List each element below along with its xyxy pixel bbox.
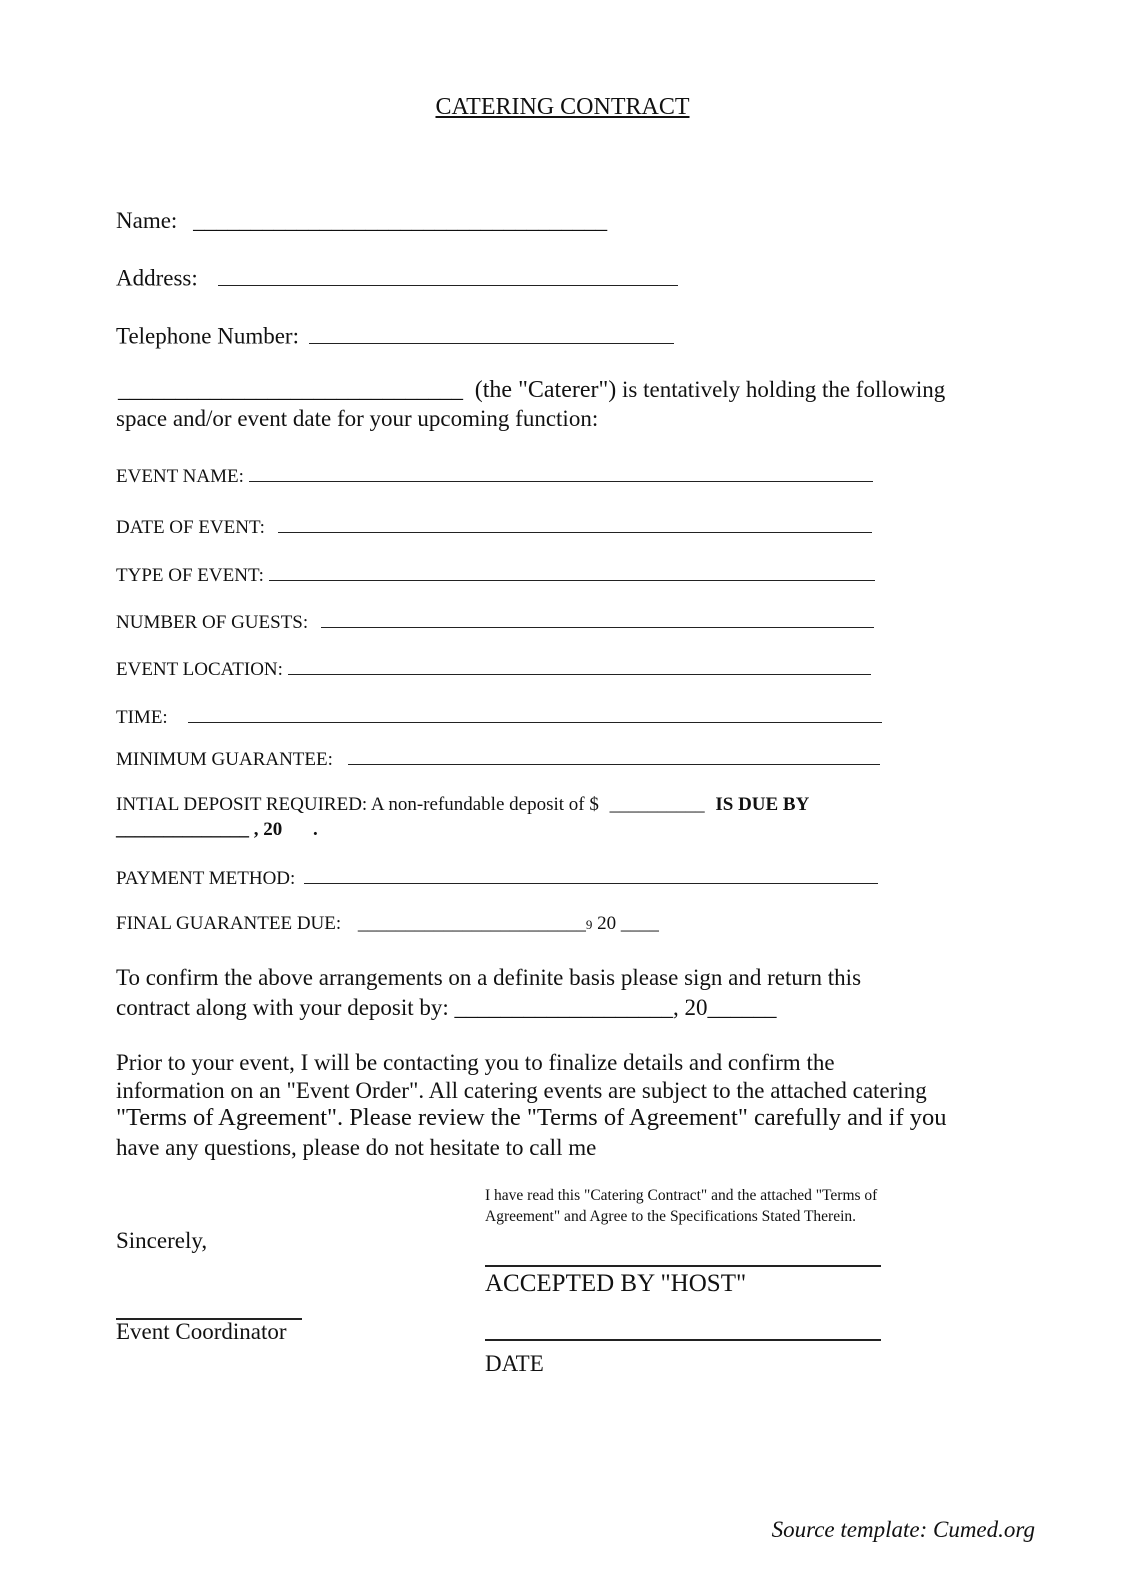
is-due-by-label: IS DUE BY: [715, 794, 810, 815]
number-of-guests-label: NUMBER OF GUESTS:: [116, 612, 309, 634]
number-of-guests-field[interactable]: [321, 610, 874, 628]
intro-line-2: space and/or event date for your upcoming function:: [116, 406, 599, 431]
confirm-line-1: To confirm the above arrangements on a definite basis please sign and return this: [116, 965, 862, 990]
type-of-event-row: [116, 563, 875, 587]
deposit-date-row: [116, 819, 318, 841]
payment-method-label: PAYMENT METHOD:: [116, 868, 296, 890]
type-of-event-label: TYPE OF EVENT:: [116, 565, 264, 587]
date-of-event-label: DATE OF EVENT:: [116, 517, 265, 539]
deposit-period: .: [313, 819, 318, 840]
name-field[interactable]: ____________________________________: [193, 208, 608, 233]
caterer-field[interactable]: ______________________________: [118, 377, 463, 402]
host-date-line[interactable]: [485, 1339, 881, 1341]
address-field[interactable]: [218, 264, 678, 286]
address-row: [116, 264, 678, 292]
time-row: [116, 705, 882, 729]
accepted-by-host-label: ACCEPTED BY "HOST": [485, 1270, 747, 1297]
final-guarantee-row: [116, 913, 659, 935]
confirm-text: contract along with your deposit by:: [116, 995, 449, 1020]
acknowledgement-line-2: Agreement" and Agree to the Specifications Stated Therein.: [485, 1208, 857, 1225]
payment-method-row: [116, 866, 878, 890]
minimum-guarantee-label: MINIMUM GUARANTEE:: [116, 749, 333, 771]
event-name-label: EVENT NAME:: [116, 466, 244, 488]
name-row: [116, 208, 607, 234]
confirm-date-field[interactable]: ___________________: [454, 995, 674, 1020]
telephone-field[interactable]: [309, 322, 674, 344]
confirm-line-2: [116, 995, 777, 1021]
deposit-row: [116, 794, 809, 816]
prior-line-3: "Terms of Agreement". Please review the "Terms of Agreement" carefully and if you: [116, 1104, 947, 1131]
final-guarantee-year: 20: [597, 913, 617, 934]
event-coordinator-label: Event Coordinator: [116, 1319, 287, 1344]
minimum-guarantee-field[interactable]: [348, 747, 880, 765]
address-label: Address:: [116, 265, 198, 291]
telephone-row: [116, 322, 674, 350]
telephone-label: Telephone Number:: [116, 323, 299, 349]
host-signature-line[interactable]: [485, 1265, 881, 1267]
deposit-text: INTIAL DEPOSIT REQUIRED: A non-refundable deposit of $: [116, 794, 599, 815]
time-label: TIME:: [116, 707, 168, 729]
deposit-date-field[interactable]: ______________: [116, 819, 249, 840]
number-of-guests-row: [116, 610, 874, 634]
deposit-amount-field[interactable]: __________: [609, 794, 705, 815]
date-of-event-field[interactable]: [278, 515, 872, 533]
date-label: DATE: [485, 1351, 544, 1376]
caterer-intro-text: is tentatively holding the following: [622, 377, 946, 402]
caterer-line: [118, 377, 945, 404]
event-location-field[interactable]: [288, 657, 871, 675]
name-label: Name:: [116, 208, 178, 233]
deposit-year: , 20: [253, 819, 283, 840]
acknowledgement-line-1: I have read this "Catering Contract" and the attached "Terms of: [485, 1187, 878, 1204]
final-guarantee-year-field[interactable]: ____: [620, 913, 659, 934]
sincerely-text: Sincerely,: [116, 1228, 208, 1253]
final-guarantee-comma: 9: [585, 917, 593, 932]
event-location-label: EVENT LOCATION:: [116, 659, 283, 681]
minimum-guarantee-row: [116, 747, 880, 771]
event-location-row: [116, 657, 871, 681]
source-footer: Source template: Cumed.org: [771, 1517, 1035, 1542]
type-of-event-field[interactable]: [269, 563, 875, 581]
final-guarantee-field[interactable]: ________________________: [357, 913, 586, 934]
payment-method-field[interactable]: [304, 866, 878, 884]
event-name-row: [116, 464, 873, 488]
prior-line-1: Prior to your event, I will be contacting you to finalize details and confirm the: [116, 1050, 835, 1075]
caterer-paren: (the "Caterer"): [474, 377, 617, 403]
confirm-year-field[interactable]: , 20______: [673, 995, 777, 1020]
document-title: CATERING CONTRACT: [435, 94, 690, 120]
time-field[interactable]: [188, 705, 882, 723]
date-of-event-row: [116, 515, 872, 539]
prior-line-4: have any questions, please do not hesitate to call me: [116, 1135, 597, 1160]
prior-line-2: information on an "Event Order". All catering events are subject to the attached catering: [116, 1078, 927, 1103]
final-guarantee-label: FINAL GUARANTEE DUE:: [116, 913, 342, 934]
event-name-field[interactable]: [249, 464, 873, 482]
